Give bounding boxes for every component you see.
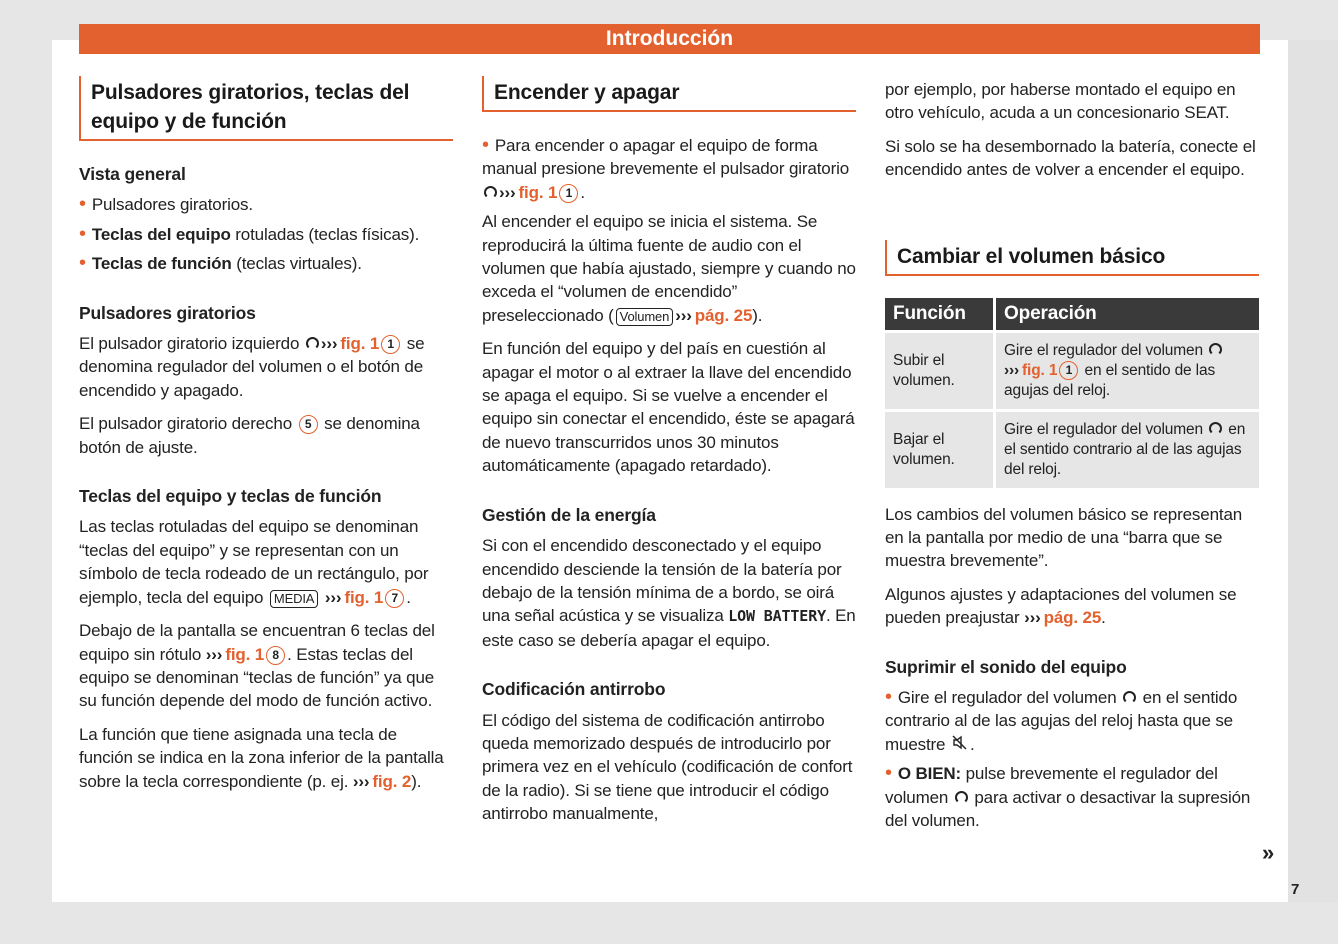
reference-label[interactable]: fig. 1	[225, 644, 265, 664]
bullet-item	[885, 686, 1259, 756]
operation-cell	[996, 333, 1259, 409]
section-heading: Encender y apagar	[482, 76, 856, 112]
rotary-knob-icon	[1209, 343, 1222, 356]
text: en el sentido contrario al de las agujas del reloj hasta que se muestre	[885, 688, 1238, 754]
text: Los cambios del volumen básico se representan en la pantalla por medio de una “barra que se muestra brevemente”.	[885, 504, 1243, 571]
cross-reference-link[interactable]	[499, 183, 557, 202]
bullet-dot-icon: •	[79, 222, 86, 245]
reference-arrow-icon: ›››	[675, 305, 692, 325]
section-heading: Pulsadores giratorios, teclas del equipo y de función	[79, 76, 453, 141]
column-header: Función	[885, 298, 993, 330]
text: ).	[752, 305, 763, 325]
callout-number-badge: 8	[266, 646, 285, 665]
text: Si con el encendido desconectado y el equipo encendido desciende la tensión de la batería por debajo de la tensión mínima de a bordo, se oirá una señal acústica y se visualiza	[482, 536, 842, 626]
text: Debajo de la pantalla se encuentran 6 teclas del equipo sin rótulo	[79, 621, 435, 664]
reference-label[interactable]: fig. 2	[372, 771, 412, 791]
paragraph	[885, 583, 1259, 630]
text: . Estas teclas del equipo se denominan “teclas de función” ya que su función depende del modo de función activo.	[79, 644, 435, 711]
callout-number-badge: 1	[1059, 361, 1078, 380]
subsection-heading: Gestión de la energía	[482, 504, 656, 525]
subsection-heading: Pulsadores giratorios	[79, 302, 256, 323]
section-header: Introducción	[79, 24, 1260, 54]
paragraph	[885, 135, 1259, 182]
column-3	[885, 78, 1259, 839]
subsection-heading: Suprimir el sonido del equipo	[885, 656, 1127, 677]
paragraph	[885, 78, 1259, 125]
column-1	[79, 76, 453, 803]
text: .	[969, 734, 975, 754]
callout-number-badge: 7	[385, 589, 404, 608]
paragraph	[885, 503, 1259, 573]
cross-reference-link[interactable]	[353, 772, 411, 791]
table-header-row	[885, 298, 1259, 330]
text: en el sentido de las agujas del reloj.	[1004, 361, 1216, 399]
rotary-knob-icon	[955, 791, 968, 804]
reference-arrow-icon: ›››	[1004, 361, 1020, 379]
cross-reference-link[interactable]	[675, 306, 752, 325]
paragraph	[79, 412, 453, 459]
bullet-dot-icon: •	[482, 134, 489, 156]
cross-reference-link[interactable]	[1004, 362, 1057, 379]
reference-arrow-icon: ›››	[1024, 608, 1041, 628]
subsection-heading: Codificación antirrobo	[482, 679, 666, 700]
subsection-heading: Teclas del equipo y teclas de función	[79, 486, 382, 507]
reference-arrow-icon: ›››	[205, 644, 223, 664]
continued-marker: »	[1262, 840, 1275, 865]
paragraph	[79, 619, 453, 713]
reference-label[interactable]: fig. 1	[344, 587, 384, 607]
rotary-knob-icon	[1209, 422, 1222, 435]
text: Si solo se ha desembornado la batería, conecte el encendido antes de volver a encender el equipo.	[885, 136, 1256, 180]
reference-label[interactable]: fig. 1	[340, 334, 380, 354]
text: rotuladas (teclas físicas).	[230, 224, 420, 244]
function-cell: Subir el volumen.	[885, 333, 993, 409]
function-cell: Bajar el volumen.	[885, 412, 993, 488]
bold-text: Teclas del equipo	[91, 224, 231, 244]
bullet-item	[79, 223, 453, 246]
column-2	[482, 76, 856, 836]
operation-cell	[996, 412, 1259, 488]
text: se denomina botón de ajuste.	[79, 414, 420, 457]
text: Pulsadores giratorios.	[91, 195, 253, 215]
paragraph	[79, 332, 453, 402]
text: para activar o desactivar la supresión del volumen.	[885, 787, 1251, 831]
text: .	[580, 182, 585, 202]
bullet-dot-icon: •	[79, 252, 86, 275]
bullet-dot-icon: •	[885, 762, 892, 785]
display-message: LOW BATTERY	[728, 607, 826, 626]
text: Gire el regulador del volumen	[1004, 420, 1208, 438]
reference-label[interactable]: pág. 25	[694, 305, 753, 325]
paragraph	[482, 709, 856, 826]
section-heading: Cambiar el volumen básico	[885, 240, 1259, 276]
rotary-knob-icon	[1123, 691, 1136, 704]
callout-number-badge: 1	[381, 335, 400, 354]
bullet-dot-icon: •	[885, 686, 892, 709]
text: El pulsador giratorio derecho	[79, 414, 297, 434]
cross-reference-link[interactable]	[325, 588, 383, 607]
bullet-dot-icon: •	[79, 193, 86, 216]
text: La función que tiene asignada una tecla de función se indica en la zona inferior de la pantalla sobre la tecla correspondiente (p. ej.	[79, 724, 444, 791]
paragraph	[79, 515, 453, 609]
cross-reference-link[interactable]	[206, 645, 264, 664]
text: El pulsador giratorio izquierdo	[79, 334, 304, 354]
text: En función del equipo y del país en cuestión al apagar el motor o al extraer la llave del encendido se apaga el equipo. Si se vuelve a encender el equipo sin conectar el encendido, éste se apagará de nuevo transcurridos unos 30 minutos automáticamente (apagado retardado).	[482, 339, 855, 476]
rotary-knob-icon	[484, 186, 497, 199]
mute-speaker-icon	[952, 733, 968, 756]
paragraph	[482, 210, 856, 327]
text: Algunos ajustes y adaptaciones del volumen se pueden preajustar	[885, 584, 1237, 628]
text: .	[406, 587, 411, 607]
text: por ejemplo, por haberse montado el equipo en otro vehículo, acuda a un concesionario SEAT.	[885, 80, 1236, 123]
reference-arrow-icon: ›››	[352, 771, 370, 791]
paragraph	[482, 337, 856, 477]
cross-reference-link[interactable]	[321, 334, 379, 353]
text: se denomina regulador del volumen o el botón de encendido y apagado.	[79, 334, 425, 400]
text: Para encender o apagar el equipo de forma manual presione brevemente el pulsador giratorio	[482, 136, 850, 179]
bullet-item	[885, 762, 1259, 832]
rotary-knob-icon	[306, 337, 319, 350]
reference-label[interactable]: fig. 1	[518, 182, 558, 202]
reference-arrow-icon: ›››	[499, 182, 516, 202]
page-number: 7	[1291, 881, 1300, 898]
page-edge-strip	[1288, 40, 1338, 902]
device-key-label: MEDIA	[270, 590, 318, 608]
text: .	[1101, 608, 1106, 628]
paragraph	[482, 534, 856, 652]
text: en el sentido contrario al de las agujas del reloj.	[1004, 420, 1246, 478]
bold-text: O BIEN:	[897, 764, 962, 784]
text: ).	[411, 771, 422, 791]
volume-table	[882, 295, 1262, 491]
bold-text: Teclas de función	[91, 254, 232, 274]
reference-arrow-icon: ›››	[324, 587, 342, 607]
text: . En este caso se debería apagar el equipo.	[482, 606, 856, 650]
paragraph	[79, 723, 453, 793]
reference-arrow-icon: ›››	[320, 334, 338, 354]
callout-number-badge: 1	[559, 184, 578, 203]
reference-label[interactable]: fig. 1	[1022, 361, 1058, 379]
bullet-item	[79, 252, 453, 275]
table-row	[885, 333, 1259, 409]
bullet-item	[79, 193, 453, 216]
device-key-label: Volumen	[616, 308, 674, 326]
text: (teclas virtuales).	[231, 254, 362, 274]
text: Gire el regulador del volumen	[897, 688, 1122, 708]
text: Las teclas rotuladas del equipo se denominan “teclas del equipo” y se representan con un símbolo de tecla rodeado de un rectángulo, por ejemplo, tecla del equipo	[79, 517, 429, 607]
reference-label[interactable]: pág. 25	[1043, 608, 1102, 628]
text: Gire el regulador del volumen	[1004, 341, 1208, 359]
bullet-item	[482, 134, 856, 204]
spacer	[885, 192, 1259, 240]
subsection-heading: Vista general	[79, 164, 186, 184]
table-row	[885, 412, 1259, 488]
text: pulse brevemente el regulador del volumen	[885, 764, 1218, 807]
column-header: Operación	[996, 298, 1259, 330]
cross-reference-link[interactable]	[1024, 608, 1101, 627]
text: El código del sistema de codificación antirrobo queda memorizado después de introducirlo por primera vez en el vehículo (codificación de confort de la radio). Si se tiene que introducir el código antirrobo manualmente,	[482, 710, 853, 824]
callout-number-badge: 5	[299, 415, 318, 434]
text: Al encender el equipo se inicia el sistema. Se reproducirá la última fuente de audio con el volumen que había ajustado, siempre y cuando no exceda el “volumen de encendido” preseleccionado (	[482, 212, 856, 325]
